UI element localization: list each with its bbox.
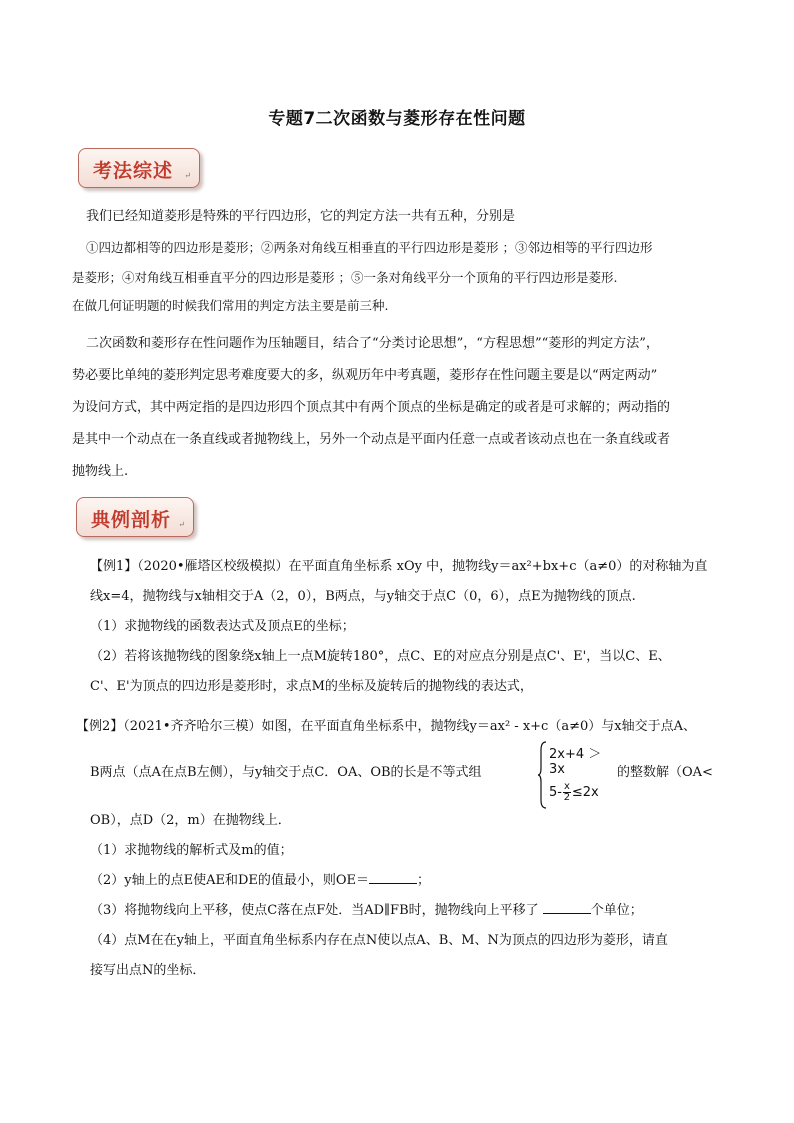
inequality-row-2: [549, 782, 599, 803]
section-header-overview: [78, 148, 200, 188]
text-line: 是菱形；④对角线互相垂直平分的四边形是菱形 ；⑤一条对角线平分一个顶角的平行四边形是菱形.: [72, 270, 618, 285]
example-2-text: （2）y轴上的点E使AE和DE的值最小，则OE＝: [90, 873, 370, 888]
text-line: 二次函数和菱形存在性问题作为压轴题目，结合了“分类讨论思想”，“方程思想”“菱形的判定方法”，: [86, 336, 659, 351]
example-2-text: 的整数解（OA<: [617, 765, 713, 780]
example-2-text: （3）将抛物线向上平移，使点C落在点F处．当AD∥FB时，抛物线向上平移了: [90, 903, 539, 918]
example-1-line: （2）若将该抛物线的图象绕x轴上一点M旋转180°，点C、E的对应点分别是点C'、E'，当以C、E、: [90, 649, 671, 664]
example-2-line: OB），点D（2，m）在抛物线上．: [90, 813, 291, 828]
example-2-header: [76, 711, 736, 743]
example-2-line: （4）点M在在y轴上，平面直角坐标系内存在点N使以点A、B、M、N为顶点的四边形为菱形，请直: [90, 933, 668, 948]
text-line: 为设问方式，其中两定指的是四边形四个顶点其中有两个顶点的坐标是确定的或者是可求解的；两动指的: [72, 400, 671, 415]
example-1: [90, 552, 730, 702]
paragraph-mark-icon: ↵: [184, 171, 191, 180]
text-line: 是其中一个动点在一条直线或者抛物线上，另外一个动点是平面内任意一点或者该动点也在一条直线或者: [72, 432, 671, 447]
answer-blank[interactable]: [543, 901, 591, 914]
text-line: 在做几何证明题的时候我们常用的判定方法主要是前三种.: [72, 298, 389, 313]
overview-description: [72, 328, 732, 488]
example-2-condition-tail: [617, 757, 737, 789]
fraction-numerator: x: [563, 781, 570, 792]
inequality-text: 5-: [549, 785, 562, 800]
brace-icon: [537, 740, 547, 810]
example-2-text: B两点（点A在点B左侧），与y轴交于点C．OA、OB的长是不等式组: [90, 765, 482, 780]
example-2-text: ；: [417, 873, 431, 888]
fraction-denominator: 2: [563, 792, 571, 803]
text-line: 势必要比单纯的菱形判定思考难度要大的多，纵观历年中考真题，菱形存在性问题主要是以“两定两动”: [72, 368, 658, 383]
example-2-body: [90, 806, 730, 986]
example-2-line: 接写出点N的坐标．: [90, 963, 206, 978]
inequality-row-1: 2x+4 ＞ 3x: [549, 747, 602, 777]
overview-criteria: [72, 232, 732, 322]
example-2-line: [90, 896, 730, 926]
overview-paragraph: [72, 201, 732, 233]
text-line: 抛物线上.: [72, 464, 129, 479]
inequality-system: [537, 740, 617, 810]
example-1-line: 线x=4，抛物线与x轴相交于A（2，0），B两点，与y轴交于点C（0，6），点E为抛物线的顶点.: [90, 589, 636, 604]
section-title-overview: 考法综述: [93, 160, 174, 182]
example-1-line: 【例1】（2020•雁塔区校级模拟）在平面直角坐标系 xOy 中，抛物线y＝ax²+bx+c（a≠0）的对称轴为直: [90, 559, 708, 574]
text-line: ①四边都相等的四边形是菱形；②两条对角线互相垂直的平行四边形是菱形 ；③邻边相等的平行四边形: [86, 240, 653, 255]
example-2-line: 【例2】（2021•齐齐哈尔三模）如图，在平面直角坐标系中，抛物线y＝ax² - x+c（a≠0）与x轴交于点A、: [76, 719, 696, 734]
answer-blank[interactable]: [369, 871, 417, 884]
section-header-examples: [76, 497, 194, 537]
example-2-line: （1）求抛物线的解析式及m的值；: [90, 843, 293, 858]
text-line: 我们已经知道菱形是特殊的平行四边形，它的判定方法一共有五种，分别是: [86, 209, 516, 224]
example-2-line: [90, 866, 730, 896]
page-title: 专题7二次函数与菱形存在性问题: [268, 109, 526, 129]
section-title-examples: 典例剖析: [91, 509, 172, 531]
example-1-line: （1）求抛物线的函数表达式及顶点E的坐标；: [90, 619, 355, 634]
inequality-text: ≤2x: [571, 785, 599, 800]
example-2-text: 个单位；: [590, 903, 643, 918]
fraction: [563, 782, 571, 803]
paragraph-mark-icon: ↵: [178, 520, 185, 529]
example-1-line: C'、E'为顶点的四边形是菱形时，求点M的坐标及旋转后的抛物线的表达式，: [90, 679, 533, 694]
